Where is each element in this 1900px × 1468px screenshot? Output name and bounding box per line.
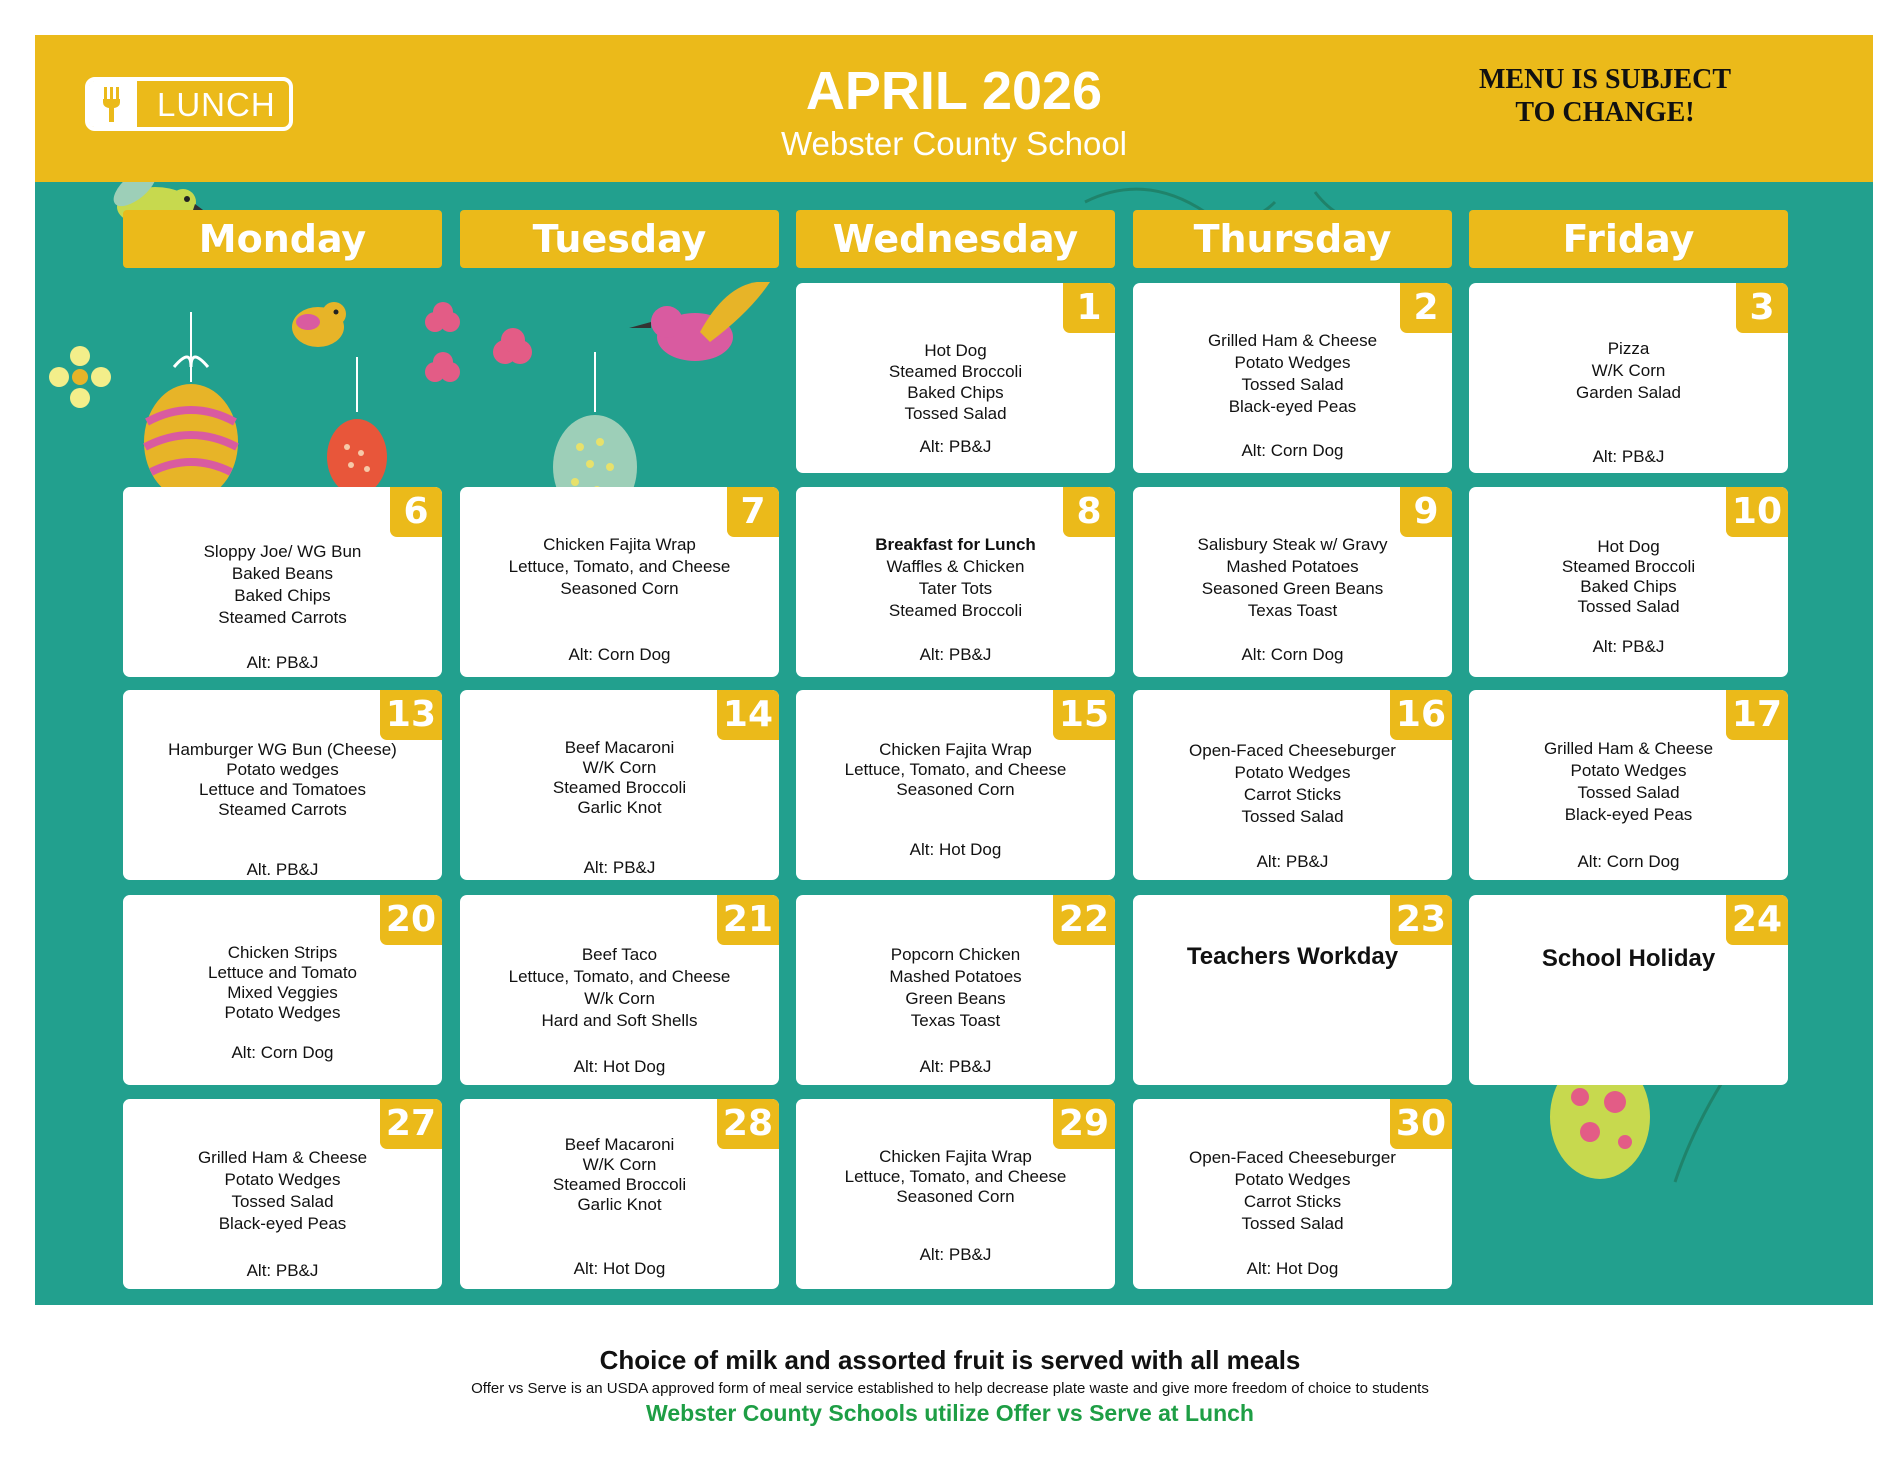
- day-cell: [123, 895, 442, 1085]
- day-cell: [460, 1099, 779, 1289]
- day-cell: [1469, 487, 1788, 677]
- menu-item: Steamed Broccoli: [888, 362, 1023, 381]
- menu-item: Hard and Soft Shells: [541, 1011, 698, 1030]
- menu-item: W/K Corn: [582, 1155, 657, 1174]
- menu-item: Lettuce and Tomatoes: [199, 780, 366, 799]
- menu-items: [796, 944, 1115, 1032]
- day-cell: [1469, 283, 1788, 473]
- menu-item: Carrot Sticks: [1243, 1192, 1342, 1211]
- menu-item: Chicken Fajita Wrap: [879, 1147, 1032, 1166]
- alt-option: Alt: PB&J: [1592, 447, 1665, 466]
- footer-description: Offer vs Serve is an USDA approved form of meal service established to help decrease plate waste and give more freedom of choice to students: [471, 1380, 1429, 1397]
- alt-option: Alt: Hot Dog: [573, 1259, 666, 1278]
- day-cell: [796, 283, 1115, 473]
- weekday-tuesday: Tuesday: [460, 210, 779, 268]
- menu-item: Hot Dog: [924, 341, 987, 360]
- alt-option: Alt: PB&J: [1256, 852, 1329, 871]
- day-cell: [123, 1099, 442, 1289]
- menu-item: Hamburger WG Bun (Cheese): [168, 740, 397, 759]
- weekday-wednesday: Wednesday: [796, 210, 1115, 268]
- menu-items: [1133, 740, 1452, 828]
- flowers-icon: [395, 292, 565, 412]
- menu-item: Lettuce, Tomato, and Cheese: [844, 760, 1067, 779]
- menu-item: W/K Corn: [1591, 361, 1666, 380]
- menu-item: Chicken Strips: [227, 943, 338, 962]
- menu-items: [123, 541, 442, 629]
- menu-item: Waffles & Chicken: [886, 557, 1025, 576]
- menu-item: Steamed Broccoli: [888, 601, 1023, 620]
- menu-items: [123, 943, 442, 1023]
- footer-offer-vs-serve: Webster County Schools utilize Offer vs Serve at Lunch: [646, 1400, 1254, 1426]
- menu-item: Tossed Salad: [1577, 597, 1680, 616]
- page-title: APRIL 2026: [805, 61, 1103, 121]
- day-number: 13: [380, 690, 442, 740]
- menu-item: Tossed Salad: [904, 404, 1007, 423]
- menu-items: [460, 944, 779, 1032]
- header-band: [35, 35, 1873, 182]
- menu-item: Beef Taco: [581, 945, 658, 964]
- day-number: 1: [1063, 283, 1115, 333]
- lunch-label: LUNCH: [157, 86, 276, 123]
- day-number: 28: [717, 1099, 779, 1149]
- menu-item: Grilled Ham & Cheese: [1207, 331, 1378, 350]
- menu-item: Steamed Broccoli: [1561, 557, 1696, 576]
- alt-option: Alt: Corn Dog: [1241, 645, 1344, 664]
- menu-items: [123, 740, 442, 820]
- menu-item: Texas Toast: [1247, 601, 1338, 620]
- alt-option: Alt: PB&J: [919, 1057, 992, 1076]
- day-number: 10: [1726, 487, 1788, 537]
- special-day-label: School Holiday: [1541, 945, 1716, 972]
- day-number: 14: [717, 690, 779, 740]
- notice-line-1: MENU IS SUBJECT: [1478, 64, 1732, 95]
- alt-option: Alt: PB&J: [1592, 637, 1665, 656]
- day-number: 9: [1400, 487, 1452, 537]
- menu-item: W/k Corn: [584, 989, 655, 1008]
- notice-line-2: TO CHANGE!: [1515, 97, 1695, 128]
- alt-option: Alt: Corn Dog: [1577, 852, 1680, 871]
- day-cell: [1133, 895, 1452, 1085]
- menu-item: Tossed Salad: [1241, 375, 1344, 394]
- day-cell: [796, 690, 1115, 880]
- menu-item: Mixed Veggies: [227, 983, 338, 1002]
- day-cell: [1133, 283, 1452, 473]
- menu-item: Seasoned Corn: [896, 1187, 1015, 1206]
- menu-item: Seasoned Corn: [896, 780, 1015, 799]
- day-cell: [1469, 895, 1788, 1085]
- day-cell: [460, 895, 779, 1085]
- weekday-thursday: Thursday: [1133, 210, 1452, 268]
- menu-item: Black-eyed Peas: [1228, 397, 1357, 416]
- calendar-grid: [35, 182, 1873, 1305]
- menu-items: [460, 1135, 779, 1215]
- menu-item: Grilled Ham & Cheese: [1543, 739, 1714, 758]
- menu-item: Beef Macaroni: [564, 1135, 675, 1154]
- day-number: 29: [1053, 1099, 1115, 1149]
- day-number: 30: [1390, 1099, 1452, 1149]
- day-cell: [1133, 690, 1452, 880]
- day-number: 21: [717, 895, 779, 945]
- school-name: Webster County School: [780, 125, 1128, 162]
- alt-option: Alt: PB&J: [246, 1261, 319, 1280]
- day-number: 8: [1063, 487, 1115, 537]
- day-number: 7: [727, 487, 779, 537]
- menu-item: Potato wedges: [226, 760, 339, 779]
- day-number: 24: [1726, 895, 1788, 945]
- day-number: 6: [390, 487, 442, 537]
- menu-item: Tater Tots: [918, 579, 993, 598]
- menu-item: Carrot Sticks: [1243, 785, 1342, 804]
- day-cell: [796, 1099, 1115, 1289]
- menu-item: Potato Wedges: [1234, 353, 1351, 372]
- menu-item: Seasoned Corn: [560, 579, 679, 598]
- menu-items: [1469, 738, 1788, 826]
- menu-item: Steamed Carrots: [218, 800, 347, 819]
- menu-item: Tossed Salad: [1241, 1214, 1344, 1233]
- day-cell: [1469, 690, 1788, 880]
- menu-item: Open-Faced Cheeseburger: [1189, 1148, 1396, 1167]
- menu-item: Green Beans: [905, 989, 1006, 1008]
- menu-items: [1133, 1147, 1452, 1235]
- menu-item: Steamed Broccoli: [552, 1175, 687, 1194]
- special-day-label: Teachers Workday: [1186, 943, 1399, 970]
- day-cell: [460, 487, 779, 677]
- alt-option: Alt: Hot Dog: [909, 840, 1002, 859]
- day-cell: [1133, 1099, 1452, 1289]
- menu-items: [796, 340, 1115, 424]
- footer-headline: Choice of milk and assorted fruit is served with all meals: [599, 1345, 1301, 1375]
- menu-item: Tossed Salad: [231, 1192, 334, 1211]
- menu-item: Lettuce, Tomato, and Cheese: [508, 557, 731, 576]
- weekday-friday: Friday: [1469, 210, 1788, 268]
- menu-item: Garlic Knot: [577, 798, 662, 817]
- day-number: 3: [1736, 283, 1788, 333]
- menu-item: Black-eyed Peas: [1564, 805, 1693, 824]
- alt-option: Alt: PB&J: [919, 645, 992, 664]
- menu-item: Mashed Potatoes: [889, 967, 1022, 986]
- menu-items: [1133, 534, 1452, 622]
- menu-item: Lettuce, Tomato, and Cheese: [844, 1167, 1067, 1186]
- menu-item: Black-eyed Peas: [218, 1214, 347, 1233]
- easter-egg-striped-icon: [139, 312, 249, 502]
- menu-item: Potato Wedges: [1234, 1170, 1351, 1189]
- alt-option: Alt: Hot Dog: [1246, 1259, 1339, 1278]
- menu-item: Pizza: [1607, 339, 1650, 358]
- menu-items: [460, 534, 779, 600]
- menu-item: Grilled Ham & Cheese: [197, 1148, 368, 1167]
- menu-item: Chicken Fajita Wrap: [543, 535, 696, 554]
- day-cell: [460, 690, 779, 880]
- day-number: 20: [380, 895, 442, 945]
- menu-item: Lettuce and Tomato: [207, 963, 357, 982]
- day-cell: [123, 690, 442, 880]
- menu-item: Garden Salad: [1576, 383, 1681, 402]
- small-bird-icon: [280, 292, 360, 362]
- menu-item: Texas Toast: [910, 1011, 1001, 1030]
- daisy-icon: [45, 342, 115, 412]
- weekday-monday: Monday: [123, 210, 442, 268]
- menu-item: Hot Dog: [1597, 537, 1660, 556]
- alt-option: Alt: PB&J: [919, 1245, 992, 1264]
- menu-items: [796, 1147, 1115, 1207]
- day-number: 22: [1053, 895, 1115, 945]
- day-cell: [796, 895, 1115, 1085]
- menu-item: Baked Chips: [1580, 577, 1677, 596]
- menu-item: W/K Corn: [582, 758, 657, 777]
- menu-item: Potato Wedges: [224, 1003, 341, 1022]
- alt-option: Alt: PB&J: [919, 437, 992, 456]
- menu-item: Salisbury Steak w/ Gravy: [1197, 535, 1388, 554]
- day-number: 17: [1726, 690, 1788, 740]
- day-cell: [123, 487, 442, 677]
- menu-item: Seasoned Green Beans: [1201, 579, 1384, 598]
- menu-items: [460, 738, 779, 818]
- menu-heading: Breakfast for Lunch: [875, 535, 1036, 554]
- menu-item: Tossed Salad: [1241, 807, 1344, 826]
- menu-item: Mashed Potatoes: [1226, 557, 1359, 576]
- menu-item: Steamed Broccoli: [552, 778, 687, 797]
- menu-items: [1469, 537, 1788, 617]
- easter-egg-red-icon: [325, 357, 395, 497]
- menu-notice: [1455, 63, 1755, 129]
- alt-option: Alt: Corn Dog: [231, 1043, 334, 1062]
- menu-item: Garlic Knot: [577, 1195, 662, 1214]
- alt-option: Alt: PB&J: [583, 858, 656, 877]
- menu-items: [123, 1147, 442, 1235]
- day-number: 16: [1390, 690, 1452, 740]
- menu-items: [1133, 330, 1452, 418]
- menu-item: Lettuce, Tomato, and Cheese: [508, 967, 731, 986]
- menu-item: Potato Wedges: [1234, 763, 1351, 782]
- menu-item: Baked Beans: [231, 564, 334, 583]
- menu-item: Sloppy Joe/ WG Bun: [203, 542, 362, 561]
- menu-item: Baked Chips: [234, 586, 331, 605]
- menu-item: Baked Chips: [907, 383, 1004, 402]
- day-number: 27: [380, 1099, 442, 1149]
- alt-option: Alt: Corn Dog: [1241, 441, 1344, 460]
- menu-item: Potato Wedges: [224, 1170, 341, 1189]
- alt-option: Alt. PB&J: [246, 860, 319, 879]
- menu-items: [796, 740, 1115, 800]
- day-number: 23: [1390, 895, 1452, 945]
- menu-items: [1469, 338, 1788, 404]
- day-cell: [796, 487, 1115, 677]
- alt-option: Alt: Hot Dog: [573, 1057, 666, 1076]
- menu-item: Steamed Carrots: [218, 608, 347, 627]
- alt-option: Alt: Corn Dog: [568, 645, 671, 664]
- menu-item: Potato Wedges: [1570, 761, 1687, 780]
- menu-item: Open-Faced Cheeseburger: [1189, 741, 1396, 760]
- menu-items: [796, 534, 1115, 622]
- day-number: 2: [1400, 283, 1452, 333]
- day-number: 15: [1053, 690, 1115, 740]
- menu-item: Chicken Fajita Wrap: [879, 740, 1032, 759]
- menu-item: Tossed Salad: [1577, 783, 1680, 802]
- menu-item: Popcorn Chicken: [890, 945, 1021, 964]
- day-cell: [1133, 487, 1452, 677]
- alt-option: Alt: PB&J: [246, 653, 319, 672]
- bird-icon: [625, 282, 775, 392]
- menu-item: Beef Macaroni: [564, 738, 675, 757]
